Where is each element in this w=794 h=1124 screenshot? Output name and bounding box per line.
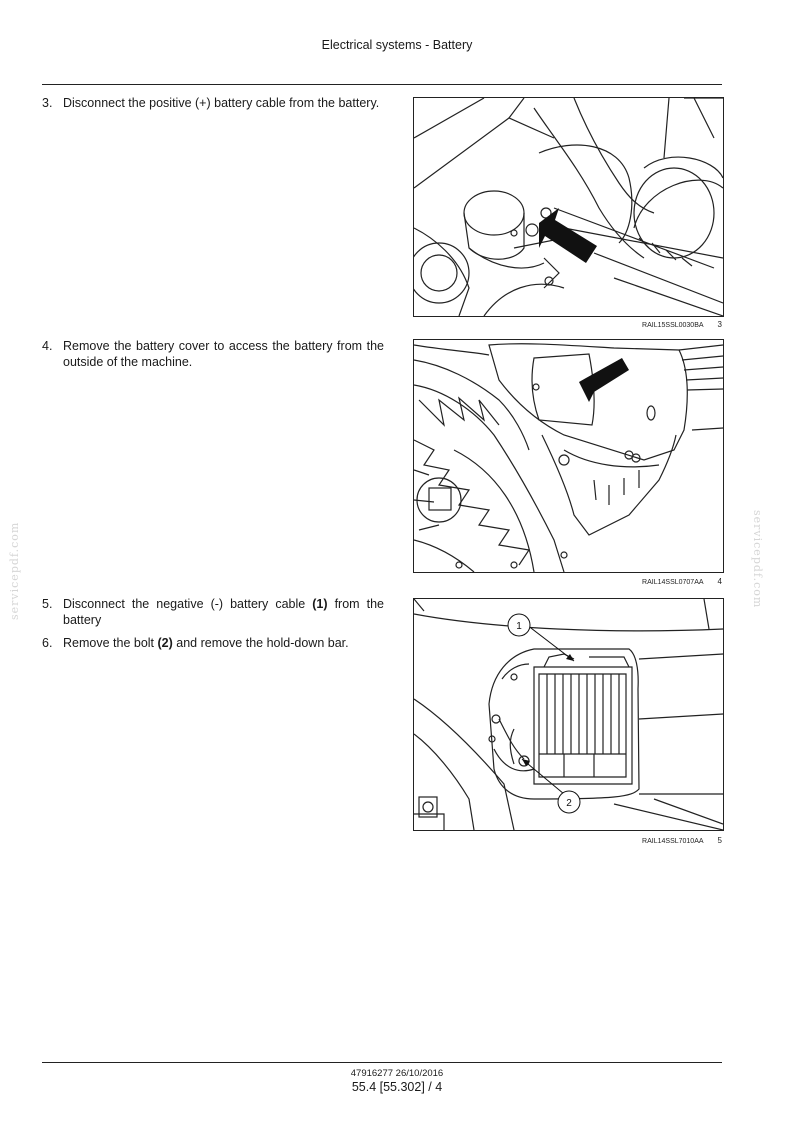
step-text-part: from the battery [63, 597, 384, 627]
figure-battery-cover [413, 339, 724, 573]
step-number: 6. [42, 636, 53, 650]
figure-battery-positive-cable [413, 97, 724, 317]
figure-caption [600, 320, 722, 329]
figure-code: RAIL14SSL7010AA [642, 838, 704, 845]
step-4 [42, 338, 384, 370]
arrow-indicator [539, 208, 597, 263]
figure-code: RAIL15SSL0030BA [642, 322, 704, 329]
step-number: 4. [42, 339, 53, 353]
watermark: servicepdf.com [8, 521, 21, 620]
document-id: 47916277 26/10/2016 [350, 1068, 444, 1079]
figure-illustration [414, 98, 723, 316]
step-3 [42, 95, 384, 111]
step-number: 3. [42, 96, 53, 110]
watermark: servicepdf.com [751, 510, 764, 609]
step-text-part: and remove the hold-down bar. [172, 636, 349, 650]
header-divider [42, 84, 722, 85]
step-text [63, 635, 384, 651]
callout-reference: (1) [312, 597, 328, 611]
step-text [63, 596, 384, 628]
step-6 [42, 635, 384, 651]
figure-caption [600, 836, 722, 845]
page-title: Electrical systems - Battery [321, 38, 473, 52]
step-5 [42, 596, 384, 628]
step-number: 5. [42, 597, 53, 611]
footer-divider [42, 1062, 722, 1063]
page-number: 55.4 [55.302] / 4 [351, 1080, 443, 1094]
figure-illustration [414, 599, 723, 830]
figure-number: 4 [717, 577, 722, 586]
figure-code: RAIL14SSL0707AA [642, 579, 704, 586]
figure-caption [600, 577, 722, 586]
callout-label: 2 [566, 798, 572, 809]
arrow-indicator [579, 358, 629, 402]
figure-number: 5 [717, 836, 722, 845]
step-text-part: Disconnect the negative (-) battery cable [63, 597, 313, 611]
step-text: Remove the battery cover to access the battery from the outside of the machine. [63, 339, 384, 369]
step-text-part: Remove the bolt [63, 636, 158, 650]
step-text: Disconnect the positive (+) battery cable from the battery. [63, 96, 380, 110]
figure-battery-hold-down [413, 598, 724, 831]
figure-illustration [414, 340, 723, 572]
figure-number: 3 [717, 320, 722, 329]
callout-reference: (2) [157, 636, 173, 650]
callout-label: 1 [516, 621, 522, 632]
